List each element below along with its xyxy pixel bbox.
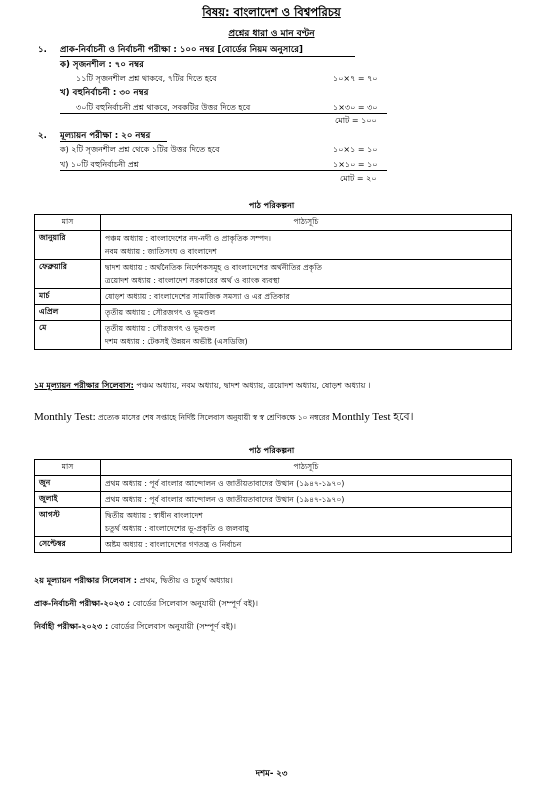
month-cell: জুন bbox=[35, 476, 101, 492]
pre-test-text: বোর্ডের সিলেবাস অনুযায়ী (সম্পূর্ণ বই)। bbox=[130, 599, 259, 608]
table-row bbox=[35, 231, 512, 260]
plan1-col-topics: পাঠ্যসূচি bbox=[101, 215, 512, 231]
section1-number: ১. bbox=[38, 45, 47, 55]
page-number: দশম- ২৩ bbox=[255, 769, 288, 779]
exam1-syllabus bbox=[34, 380, 371, 393]
plan2-title: পাঠ পরিকল্পনা bbox=[248, 446, 295, 455]
monthly-test-tail: Monthly Test হবে। bbox=[331, 411, 414, 423]
section2-heading-underline bbox=[60, 141, 167, 142]
section1-total: মোট = ১০০ bbox=[335, 116, 377, 125]
page-subtitle: প্রশ্নের ধারা ও মান বণ্টন bbox=[228, 29, 315, 39]
section1-b-line: ৩০টি বহুনির্বাচনী প্রশ্ন থাকবে, সবকটির উত্তর দিতে হবে bbox=[76, 103, 251, 112]
topics-cell bbox=[101, 492, 512, 508]
monthly-test-note bbox=[34, 408, 414, 427]
section1-a-line: ১১টি সৃজনশীল প্রশ্ন থাকবে, ৭টির দিতে হবে bbox=[76, 74, 217, 83]
topic-line: পঞ্চম অধ্যায় : বাংলাদেশের নদ-নদী ও প্রাকৃতিক সম্পদ। bbox=[105, 234, 271, 243]
section2-total-rule bbox=[60, 170, 387, 171]
test-note bbox=[34, 621, 236, 634]
table-row bbox=[35, 321, 512, 350]
topic-line: চতুর্থ অধ্যায় : বাংলাদেশের ভূ-প্রকৃতি ও জলবায়ু bbox=[105, 524, 249, 533]
table-row bbox=[35, 508, 512, 537]
section2-a-line: ক) ২টি সৃজনশীল প্রশ্ন থেকে ১টির উত্তর দিতে হবে bbox=[60, 145, 220, 154]
section1-total-rule bbox=[60, 113, 387, 114]
section1-a-label: ক) সৃজনশীল : ৭০ নম্বর bbox=[60, 60, 144, 70]
month-cell: সেপ্টেম্বর bbox=[35, 537, 101, 553]
table-row bbox=[35, 492, 512, 508]
section2-a-calc: ১০×১ = ১০ bbox=[333, 145, 378, 154]
monthly-test-lead: Monthly Test: bbox=[34, 411, 96, 423]
topic-line: দ্বাদশ অধ্যায় : অর্থনৈতিক নির্দেশকসমূহ ও বাংলাদেশের অর্থনীতির প্রকৃতি bbox=[105, 263, 322, 272]
topic-line: তৃতীয় অধ্যায় : সৌরজগৎ ও ভূমণ্ডল bbox=[105, 324, 216, 333]
pre-test-label: প্রাক-নির্বাচনী পরীক্ষা-২০২৩ : bbox=[34, 599, 131, 608]
exam1-syllabus-text: পঞ্চম অধ্যায়, নবম অধ্যায়, দ্বাদশ অধ্যায়, ত্রয়োদশ অধ্যায়, ষোড়শ অধ্যায় । bbox=[133, 381, 371, 390]
topic-line: দশম অধ্যায় : টেকসই উন্নয়ন অভীষ্ট (এসডিজি) bbox=[105, 337, 248, 346]
topic-line: ষোড়শ অধ্যায় : বাংলাদেশের সামাজিক সমস্যা ও এর প্রতিকার bbox=[105, 292, 290, 301]
month-cell: মে bbox=[35, 321, 101, 350]
table-row bbox=[35, 260, 512, 289]
section1-heading: প্রাক-নির্বাচনী ও নির্বাচনী পরীক্ষা : ১০০ নম্বর [বোর্ডের নিয়ম অনুসারে] bbox=[60, 45, 303, 55]
topics-cell bbox=[101, 260, 512, 289]
topic-line: নবম অধ্যায় : জাতিসংঘ ও বাংলাদেশ bbox=[105, 247, 217, 256]
topics-cell bbox=[101, 305, 512, 321]
pre-test-note bbox=[34, 598, 258, 611]
topics-cell bbox=[101, 321, 512, 350]
plan1-title: পাঠ পরিকল্পনা bbox=[248, 201, 295, 210]
month-cell: মার্চ bbox=[35, 289, 101, 305]
topic-line: দ্বিতীয় অধ্যায় : স্বাধীন বাংলাদেশ bbox=[105, 511, 203, 520]
section2-number: ২. bbox=[38, 131, 47, 141]
section2-heading: মূল্যায়ন পরীক্ষা : ২০ নম্বর bbox=[60, 131, 151, 141]
topic-line: ত্রয়োদশ অধ্যায় : বাংলাদেশ সরকারের অর্থ ও ব্যাংক ব্যবস্থা bbox=[105, 276, 280, 285]
plan1-col-month: মাস bbox=[35, 215, 101, 231]
section2-b-calc: ১×১০ = ১০ bbox=[333, 160, 378, 169]
month-cell: জানুয়ারি bbox=[35, 231, 101, 260]
table-row bbox=[35, 476, 512, 492]
topic-line: প্রথম অধ্যায় : পূর্ব বাংলার আন্দোলন ও জাতীয়তাবাদের উত্থান (১৯৪৭-১৯৭০) bbox=[105, 495, 345, 504]
section1-b-calc: ১×৩০ = ৩০ bbox=[333, 103, 378, 112]
exam1-syllabus-label: ১ম মূল্যায়ন পরীক্ষার সিলেবাস: bbox=[34, 381, 134, 390]
plan2-col-month: মাস bbox=[35, 460, 101, 476]
topics-cell bbox=[101, 508, 512, 537]
exam2-syllabus bbox=[34, 575, 233, 588]
topics-cell bbox=[101, 231, 512, 260]
exam2-syllabus-label: ২য় মূল্যায়ন পরীক্ষার সিলেবাস : bbox=[34, 576, 137, 585]
topic-line: অষ্টম অধ্যায় : বাংলাদেশের গণতন্ত্র ও নির্বাচন bbox=[105, 540, 242, 549]
table-row bbox=[35, 289, 512, 305]
page-title: বিষয়: বাংলাদেশ ও বিশ্বপরিচয় bbox=[202, 5, 341, 19]
test-label: নির্বাহী পরীক্ষা-২০২৩ : bbox=[34, 622, 109, 631]
month-cell: ফেব্রুয়ারি bbox=[35, 260, 101, 289]
plan1-header-row bbox=[35, 215, 512, 231]
topics-cell bbox=[101, 289, 512, 305]
topics-cell bbox=[101, 476, 512, 492]
test-text: বোর্ডের সিলেবাস অনুযায়ী (সম্পূর্ণ বই)। bbox=[108, 622, 236, 631]
exam2-syllabus-text: প্রথম, দ্বিতীয় ও চতুর্থ অধ্যায়। bbox=[136, 576, 233, 585]
month-cell: এপ্রিল bbox=[35, 305, 101, 321]
table-row bbox=[35, 537, 512, 553]
plan1-table bbox=[34, 214, 512, 350]
section1-a-calc: ১০×৭ = ৭০ bbox=[333, 74, 378, 83]
section2-total: মোট = ২০ bbox=[340, 174, 377, 183]
monthly-test-text: প্রত্যেক মাসের শেষ সপ্তাহে নির্দিষ্ট সিলেবাস অনুযায়ী স্ব স্ব শ্রেণিকক্ষে ১০ নম্বরের bbox=[95, 413, 332, 422]
plan2-header-row bbox=[35, 460, 512, 476]
section1-b-label: খ) বহুনির্বাচনী : ৩০ নম্বর bbox=[60, 88, 149, 98]
month-cell: আগস্ট bbox=[35, 508, 101, 537]
month-cell: জুলাই bbox=[35, 492, 101, 508]
section1-heading-underline bbox=[60, 56, 355, 57]
table-row bbox=[35, 305, 512, 321]
topic-line: তৃতীয় অধ্যায় : সৌরজগৎ ও ভূমণ্ডল bbox=[105, 308, 216, 317]
section2-b-line: খ) ১০টি বহুনির্বাচনী প্রশ্ন bbox=[60, 160, 139, 169]
topics-cell bbox=[101, 537, 512, 553]
plan2-table bbox=[34, 459, 512, 553]
topic-line: প্রথম অধ্যায় : পূর্ব বাংলার আন্দোলন ও জাতীয়তাবাদের উত্থান (১৯৪৭-১৯৭০) bbox=[105, 479, 345, 488]
plan2-col-topics: পাঠ্যসূচি bbox=[101, 460, 512, 476]
